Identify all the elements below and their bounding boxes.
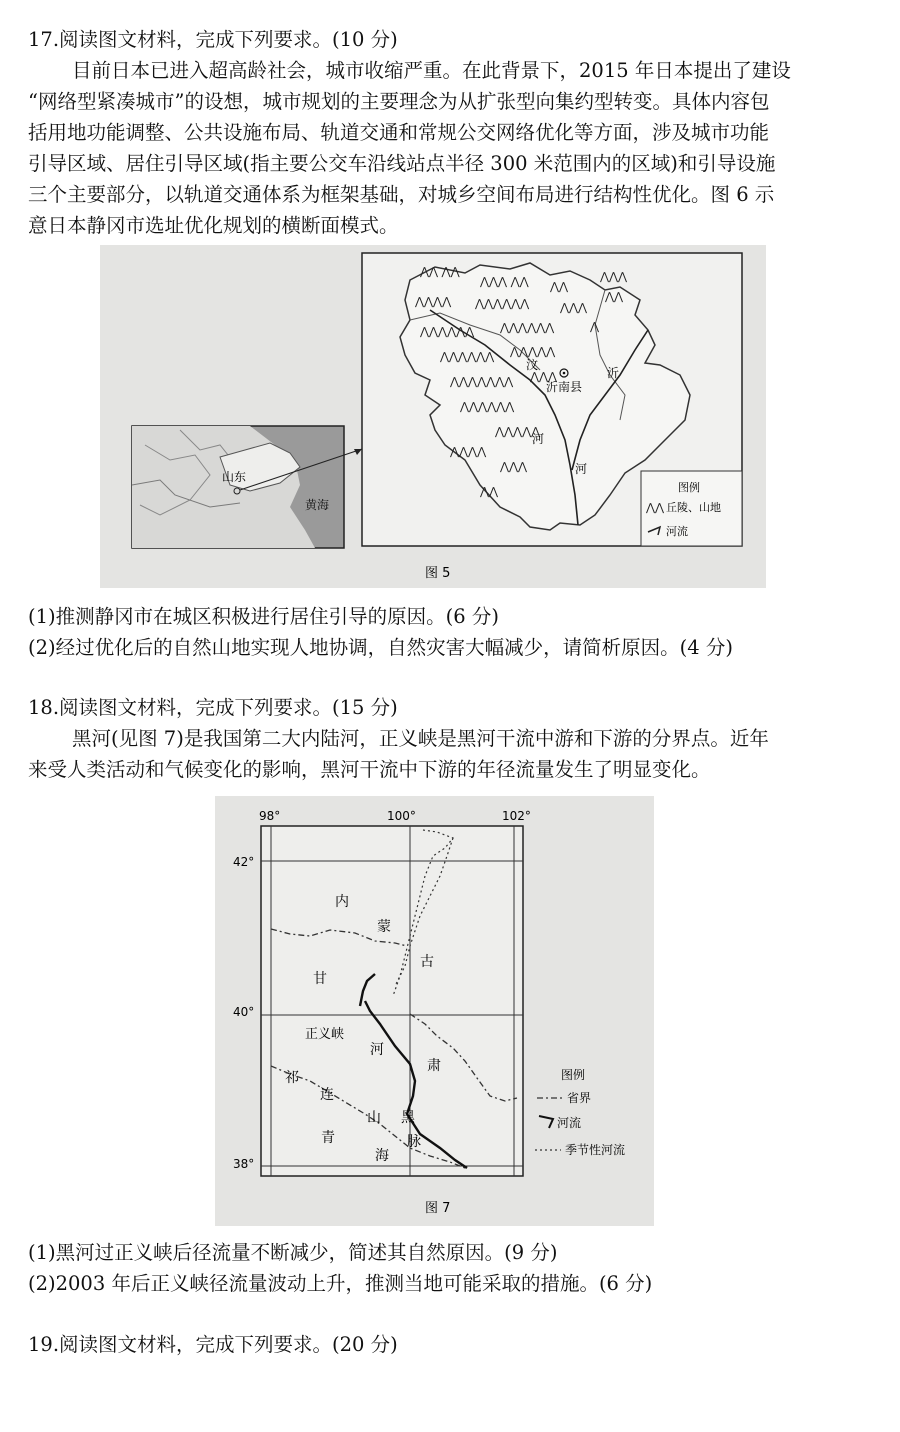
- label-su: 肃: [427, 1058, 441, 1074]
- q17-paragraph-line: “网络型紧凑城市”的设想，城市规划的主要理念为从扩张型向集约型转变。具体内容包: [28, 90, 770, 113]
- lon-label-100: 100°: [387, 809, 416, 823]
- q18-paragraph-line: 黑河(见图 7)是我国第二大内陆河，正义峡是黑河干流中游和下游的分界点。近年: [72, 727, 769, 750]
- svg-text:⋀⋀⋀ ⋀⋀: ⋀⋀⋀ ⋀⋀: [480, 275, 529, 288]
- legend-river: 河流: [666, 525, 688, 538]
- inset-label-huanghai: 黄海: [305, 498, 330, 512]
- label-zhengyixia: 正义峡: [305, 1027, 345, 1042]
- q17-paragraph-line: 引导区域、居住引导区域(指主要公交车沿线站点半径 300 米范围内的区域)和引导设施: [28, 152, 776, 175]
- label-gu: 古: [420, 954, 434, 970]
- lat-label-38: 38°: [233, 1157, 255, 1171]
- lat-label-40: 40°: [233, 1005, 255, 1019]
- q17-paragraph-line: 三个主要部分，以轨道交通体系为框架基础，对城乡空间布局进行结构性优化。图 6 示: [28, 183, 775, 206]
- figure-7-caption: 图 7: [425, 1201, 451, 1216]
- q17-sub-question-1: (1)推测静冈市在城区积极进行居住引导的原因。(6 分): [28, 605, 499, 628]
- figure-7-legend: [535, 1067, 625, 1157]
- svg-text:⋀⋀⋀: ⋀⋀⋀: [560, 301, 588, 314]
- svg-text:⋀⋀⋀: ⋀⋀⋀: [600, 270, 628, 283]
- svg-text:⋀⋀: ⋀⋀: [550, 280, 569, 293]
- q17-paragraph-line: 括用地功能调整、公共设施布局、轨道交通和常规公交网络优化等方面，涉及城市功能: [28, 121, 770, 144]
- label-he: 河: [370, 1042, 384, 1058]
- map-label-county: 沂南县: [546, 380, 583, 394]
- figure-5-legend: [641, 471, 742, 546]
- inset-map: [132, 426, 362, 548]
- q18-sub-question-2: (2)2003 年后正义峡径流量波动上升，推测当地可能采取的措施。(6 分): [28, 1272, 653, 1295]
- svg-text:⋀⋀: ⋀⋀: [605, 290, 624, 303]
- label-qing: 青: [321, 1130, 335, 1146]
- map-label-wen: 汶: [526, 358, 539, 372]
- lon-label-102: 102°: [502, 809, 531, 823]
- svg-text:⋀⋀⋀: ⋀⋀⋀: [530, 370, 558, 383]
- label-meng: 蒙: [377, 919, 391, 935]
- label-qi: 祁: [285, 1070, 299, 1086]
- map-label-he-2: 河: [575, 462, 588, 476]
- svg-text:⋀⋀⋀⋀⋀: ⋀⋀⋀⋀⋀: [495, 425, 541, 438]
- q18-paragraph-line: 来受人类活动和气候变化的影响，黑河干流中下游的年径流量发生了明显变化。: [28, 758, 711, 781]
- svg-text:⋀⋀⋀: ⋀⋀⋀: [500, 460, 528, 473]
- label-mai: 脉: [407, 1134, 421, 1150]
- legend-river: 河流: [557, 1116, 582, 1130]
- label-shan: 山: [367, 1110, 381, 1126]
- figure-5: [100, 245, 766, 588]
- lon-label-98: 98°: [259, 809, 281, 823]
- q17-title: 17.阅读图文材料，完成下列要求。(10 分): [28, 28, 398, 51]
- q17-paragraph-line: 目前日本已进入超高龄社会，城市收缩严重。在此背景下，2015 年日本提出了建设: [72, 59, 791, 82]
- svg-text:⋀⋀⋀⋀⋀: ⋀⋀⋀⋀⋀: [510, 345, 556, 358]
- figure-7: [215, 796, 654, 1226]
- svg-text:⋀⋀⋀⋀: ⋀⋀⋀⋀: [415, 295, 452, 308]
- label-hei: 黑: [401, 1110, 415, 1126]
- inset-label-shandong: 山东: [222, 470, 247, 484]
- q19-title: 19.阅读图文材料，完成下列要求。(20 分): [28, 1333, 398, 1356]
- map-label-yi: 沂: [607, 366, 620, 380]
- q18-title: 18.阅读图文材料，完成下列要求。(15 分): [28, 696, 398, 719]
- svg-text:⋀⋀⋀⋀⋀⋀: ⋀⋀⋀⋀⋀⋀: [460, 400, 515, 413]
- svg-text:⋀⋀⋀⋀⋀⋀: ⋀⋀⋀⋀⋀⋀: [475, 297, 530, 310]
- legend-title: 图例: [678, 481, 700, 494]
- svg-text:⋀⋀: ⋀⋀: [646, 501, 665, 514]
- svg-text:⋀⋀: ⋀⋀: [480, 485, 499, 498]
- svg-text:⋀⋀ ⋀⋀: ⋀⋀ ⋀⋀: [420, 265, 460, 278]
- q17-paragraph-line: 意日本静冈市选址优化规划的横断面模式。: [28, 214, 399, 237]
- svg-text:⋀: ⋀: [590, 320, 600, 333]
- label-nei: 内: [335, 894, 349, 910]
- q17-sub-question-2: (2)经过优化后的自然山地实现人地协调，自然灾害大幅减少，请简析原因。(4 分): [28, 636, 733, 659]
- label-gan: 甘: [313, 971, 327, 987]
- svg-text:⋀⋀⋀⋀⋀⋀: ⋀⋀⋀⋀⋀⋀: [500, 321, 555, 334]
- legend-hills: 丘陵、山地: [666, 501, 721, 514]
- label-lian: 连: [320, 1087, 334, 1103]
- label-hai: 海: [375, 1148, 389, 1164]
- svg-text:⋀⋀⋀⋀⋀⋀: ⋀⋀⋀⋀⋀⋀: [440, 350, 495, 363]
- svg-text:⋀⋀⋀⋀⋀⋀⋀: ⋀⋀⋀⋀⋀⋀⋀: [450, 375, 514, 388]
- svg-text:⋀⋀⋀⋀⋀⋀: ⋀⋀⋀⋀⋀⋀: [420, 325, 475, 338]
- lat-label-42: 42°: [233, 855, 255, 869]
- map-label-he: 河: [532, 432, 545, 446]
- figure-5-caption: 图 5: [425, 566, 451, 581]
- q18-sub-question-1: (1)黑河过正义峡后径流量不断减少，简述其自然原因。(9 分): [28, 1241, 558, 1264]
- svg-text:⋀⋀⋀⋀: ⋀⋀⋀⋀: [450, 445, 487, 458]
- legend-title: 图例: [561, 1068, 586, 1082]
- legend-seasonal-river: 季节性河流: [565, 1143, 626, 1157]
- legend-border: 省界: [567, 1091, 592, 1105]
